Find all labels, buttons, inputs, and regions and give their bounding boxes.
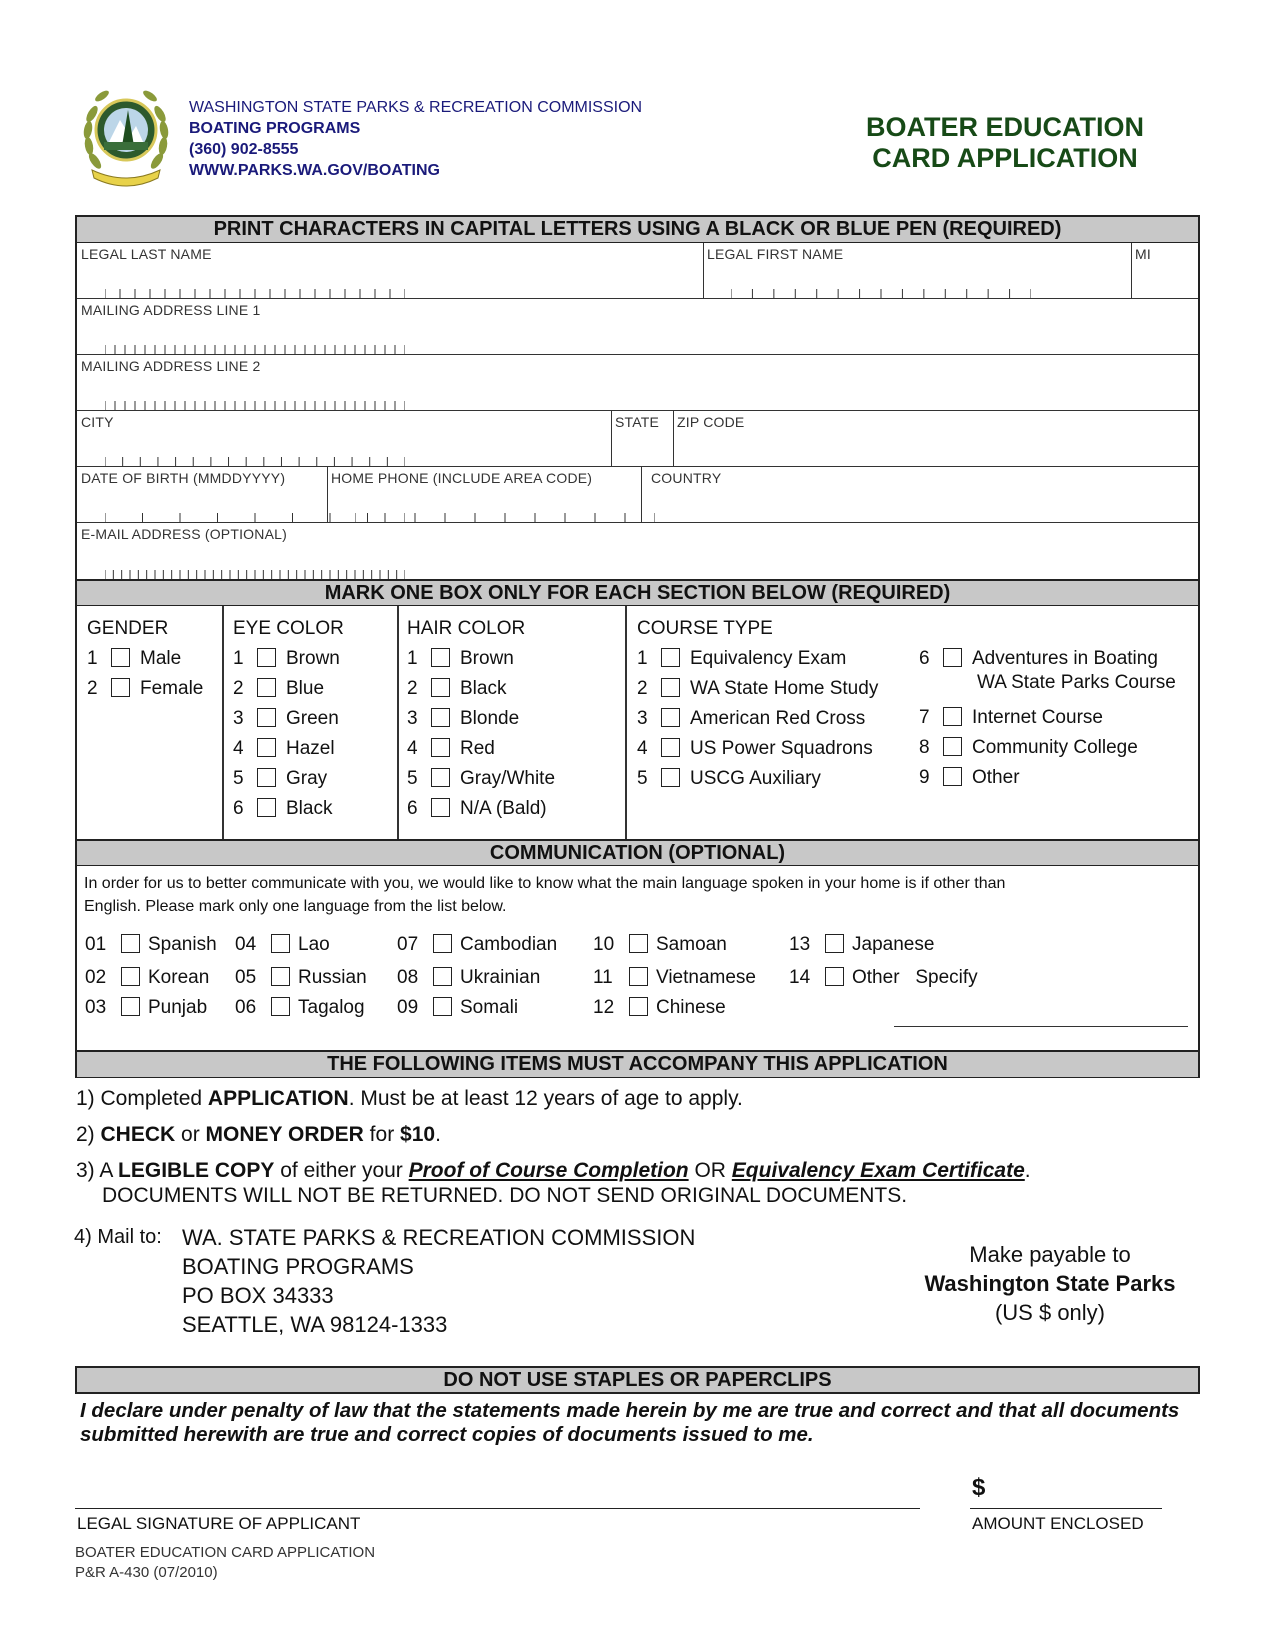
language-option-03[interactable] — [85, 997, 207, 1019]
checkbox[interactable] — [661, 768, 680, 787]
option-number: 3 — [233, 708, 244, 729]
payable-line2: Washington State Parks — [924, 1271, 1176, 1296]
mail-address-lines — [182, 1223, 695, 1339]
option-number: 12 — [593, 997, 615, 1018]
form-title — [850, 112, 1160, 174]
option-label: Russian — [298, 967, 367, 988]
item-text: . Must be at least 12 years of age to apply. — [348, 1087, 743, 1110]
payable-line3: (US $ only) — [994, 1300, 1106, 1325]
communication-bar: COMMUNICATION (OPTIONAL) — [77, 839, 1198, 866]
divider — [397, 606, 399, 839]
option-number: 07 — [397, 934, 419, 955]
option-label: Korean — [148, 967, 210, 988]
address2-label: MAILING ADDRESS LINE 2 — [81, 358, 261, 374]
option-label: Brown — [286, 648, 340, 669]
divider — [625, 606, 627, 839]
email-label: E-MAIL ADDRESS (OPTIONAL) — [81, 526, 287, 542]
eye-color-option-4[interactable] — [233, 738, 335, 760]
tick-marks — [105, 345, 405, 354]
item-bold: MONEY ORDER — [205, 1123, 364, 1146]
country-label: COUNTRY — [651, 470, 722, 486]
language-option-06[interactable] — [235, 997, 365, 1019]
checkbox[interactable] — [257, 798, 276, 817]
option-label: Tagalog — [298, 997, 365, 1018]
first-name-label: LEGAL FIRST NAME — [707, 246, 844, 262]
option-number: 11 — [593, 967, 613, 988]
item-text: OR — [688, 1159, 732, 1182]
language-option-02[interactable] — [85, 967, 209, 989]
checkbox[interactable] — [257, 768, 276, 787]
option-number: 13 — [789, 934, 811, 955]
option-label: Male — [140, 648, 182, 669]
tick-marks — [105, 289, 405, 298]
city-row — [77, 411, 1198, 467]
agency-name: WASHINGTON STATE PARKS & RECREATION COMMISSION — [189, 99, 643, 116]
option-number: 2 — [637, 678, 648, 699]
hair-color-option-6[interactable] — [407, 798, 547, 820]
option-label: Lao — [298, 934, 330, 955]
program-name: BOATING PROGRAMS — [189, 120, 361, 137]
course-option-3[interactable] — [637, 708, 865, 730]
checkbox[interactable] — [943, 648, 962, 667]
gender-option-1[interactable] — [87, 648, 181, 670]
checkbox[interactable] — [943, 707, 962, 726]
checkbox[interactable] — [661, 738, 680, 757]
option-label: Vietnamese — [656, 967, 756, 988]
option-number: 02 — [85, 967, 107, 988]
dollar-sign: $ — [972, 1474, 986, 1501]
course-type-title: COURSE TYPE — [637, 618, 773, 639]
checkbox[interactable] — [629, 997, 648, 1016]
option-label: Black — [460, 678, 507, 699]
language-option-01[interactable] — [85, 934, 217, 956]
print-instruction-bar: PRINT CHARACTERS IN CAPITAL LETTERS USING A BLACK OR BLUE PEN (REQUIRED) — [77, 217, 1198, 243]
zip-label: ZIP CODE — [677, 414, 745, 430]
option-number: 3 — [637, 708, 648, 729]
option-label: USCG Auxiliary — [690, 768, 821, 789]
amount-label: AMOUNT ENCLOSED — [972, 1514, 1144, 1533]
option-label: Internet Course — [972, 707, 1103, 728]
state-label: STATE — [615, 414, 660, 430]
option-number: 6 — [919, 648, 930, 669]
language-option-09[interactable] — [397, 997, 518, 1019]
option-number: 1 — [637, 648, 648, 669]
language-option-10[interactable] — [593, 934, 727, 956]
language-option-04[interactable] — [235, 934, 330, 956]
mailing-address — [74, 1223, 695, 1339]
hair-color-option-5[interactable] — [407, 768, 555, 790]
language-option-07[interactable] — [397, 934, 557, 956]
item-bold: $10 — [400, 1123, 436, 1146]
checkbox[interactable] — [271, 934, 290, 953]
option-label: Hazel — [286, 738, 335, 759]
option-number: 5 — [637, 768, 648, 789]
eye-color-title: EYE COLOR — [233, 618, 344, 639]
checkbox[interactable] — [431, 648, 450, 667]
option-label: Gray — [286, 768, 328, 789]
name-row — [77, 243, 1198, 299]
checkbox[interactable] — [121, 967, 140, 986]
hair-color-option-2[interactable] — [407, 678, 506, 700]
zip-code-field[interactable] — [673, 411, 1198, 466]
language-option-12[interactable] — [593, 997, 726, 1019]
option-number: 1 — [407, 648, 418, 669]
option-number: 2 — [233, 678, 244, 699]
option-number: 8 — [919, 737, 930, 758]
specify-line[interactable] — [894, 1026, 1188, 1027]
checkbox[interactable] — [431, 678, 450, 697]
email-field[interactable] — [77, 523, 1198, 579]
option-label: Blonde — [460, 708, 520, 729]
state-field[interactable] — [611, 411, 673, 466]
declaration-text: I declare under penalty of law that the statements made herein by me are true and correct and that all documents submitted herewith are true and correct copies of documents issued to me. — [80, 1399, 1180, 1446]
required-item-2 — [76, 1122, 441, 1147]
mail-line-4: SEATTLE, WA 98124-1333 — [182, 1312, 448, 1337]
form-title-line1: BOATER EDUCATION — [866, 112, 1144, 142]
proof-of-course-text: Proof of Course Completion — [408, 1159, 689, 1182]
checkbox[interactable] — [257, 738, 276, 757]
checkbox[interactable] — [661, 678, 680, 697]
option-label: Ukrainian — [460, 967, 541, 988]
selection-section — [77, 606, 1198, 839]
checkbox[interactable] — [825, 934, 844, 953]
equivalency-certificate-text: Equivalency Exam Certificate — [731, 1159, 1025, 1182]
item-text: for — [363, 1123, 401, 1146]
mark-one-box-bar: MARK ONE BOX ONLY FOR EACH SECTION BELOW (REQUIRED) — [77, 579, 1198, 606]
checkbox[interactable] — [257, 678, 276, 697]
city-label: CITY — [81, 414, 114, 430]
eye-color-option-3[interactable] — [233, 708, 339, 730]
option-label: Equivalency Exam — [690, 648, 847, 669]
checkbox[interactable] — [431, 738, 450, 757]
course-option-5[interactable] — [637, 768, 821, 790]
option-label: Chinese — [656, 997, 726, 1018]
eye-color-option-1[interactable] — [233, 648, 340, 670]
option-label: Blue — [286, 678, 325, 699]
divider — [222, 606, 224, 839]
course-option-6-line2: WA State Parks Course — [977, 672, 1176, 693]
option-number: 09 — [397, 997, 419, 1018]
checkbox[interactable] — [111, 648, 130, 667]
form-name: BOATER EDUCATION CARD APPLICATION — [75, 1544, 376, 1561]
gender-title: GENDER — [87, 618, 169, 639]
hair-color-option-1[interactable] — [407, 648, 514, 670]
checkbox[interactable] — [433, 997, 452, 1016]
state-parks-seal-logo — [78, 74, 174, 196]
signature-line[interactable] — [75, 1508, 920, 1509]
form-title-line2: CARD APPLICATION — [872, 143, 1138, 173]
option-label: N/A (Bald) — [460, 798, 547, 819]
checkbox[interactable] — [431, 708, 450, 727]
home-phone-label: HOME PHONE (INCLUDE AREA CODE) — [331, 470, 593, 486]
application-form — [75, 215, 1200, 1078]
address1-row — [77, 299, 1198, 355]
dob-phone-row — [77, 467, 1198, 523]
required-item-3 — [76, 1158, 1031, 1208]
option-number: 1 — [233, 648, 244, 669]
checkbox[interactable] — [111, 678, 130, 697]
mail-line-2: BOATING PROGRAMS — [182, 1254, 414, 1279]
option-label: Female — [140, 678, 204, 699]
hair-color-title: HAIR COLOR — [407, 618, 526, 639]
option-label: Spanish — [148, 934, 217, 955]
option-label: Gray/White — [460, 768, 556, 789]
option-number: 2 — [87, 678, 98, 699]
item-bold: APPLICATION — [207, 1087, 349, 1110]
course-option-6[interactable] — [919, 648, 1158, 670]
address-line2-field[interactable] — [77, 355, 1198, 410]
option-number: 03 — [85, 997, 107, 1018]
checkbox[interactable] — [121, 997, 140, 1016]
option-number: 4 — [233, 738, 244, 759]
eye-color-option-5[interactable] — [233, 768, 327, 790]
course-option-7[interactable] — [919, 707, 1103, 729]
option-label: Other — [972, 767, 1020, 788]
option-label: Somali — [460, 997, 519, 1018]
amount-line[interactable] — [970, 1508, 1162, 1509]
form-footer — [75, 1543, 375, 1583]
agency-website: WWW.PARKS.WA.GOV/BOATING — [189, 162, 440, 179]
item-text: . — [1024, 1159, 1031, 1182]
middle-initial-field[interactable] — [1131, 243, 1198, 298]
option-label: Samoan — [656, 934, 727, 955]
option-label: Black — [286, 798, 333, 819]
option-number: 5 — [407, 768, 418, 789]
option-label: Punjab — [148, 997, 208, 1018]
agency-phone: (360) 902-8555 — [189, 141, 299, 158]
option-label: American Red Cross — [690, 708, 866, 729]
address-line1-field[interactable] — [77, 299, 1198, 354]
option-number: 5 — [233, 768, 244, 789]
email-row — [77, 523, 1198, 579]
checkbox[interactable] — [431, 798, 450, 817]
language-option-11[interactable] — [593, 967, 756, 989]
course-option-1[interactable] — [637, 648, 846, 670]
item-text: . — [435, 1123, 441, 1146]
checkbox[interactable] — [433, 934, 452, 953]
country-field[interactable] — [641, 467, 1198, 522]
agency-block — [189, 97, 642, 181]
item-bold: LEGIBLE COPY — [118, 1159, 275, 1182]
dob-label: DATE OF BIRTH (MMDDYYYY) — [81, 470, 286, 486]
option-label: Other Specify — [852, 967, 978, 988]
eye-color-option-2[interactable] — [233, 678, 324, 700]
payable-info — [900, 1240, 1200, 1327]
option-label: Brown — [460, 648, 514, 669]
language-option-05[interactable] — [235, 967, 367, 989]
item-text: 2) — [76, 1123, 101, 1146]
gender-option-2[interactable] — [87, 678, 203, 700]
hair-color-option-4[interactable] — [407, 738, 495, 760]
tick-marks — [731, 289, 1031, 298]
option-number: 7 — [919, 707, 930, 728]
checkbox[interactable] — [629, 934, 648, 953]
first-name-field[interactable] — [703, 243, 1131, 298]
option-number: 06 — [235, 997, 257, 1018]
tick-marks — [355, 513, 655, 522]
date-of-birth-field[interactable] — [77, 467, 327, 522]
language-option-13[interactable] — [789, 934, 934, 956]
checkbox[interactable] — [825, 967, 844, 986]
checkbox[interactable] — [433, 967, 452, 986]
checkbox[interactable] — [943, 767, 962, 786]
item-text: of either your — [274, 1159, 409, 1182]
option-label: Japanese — [852, 934, 935, 955]
hair-color-option-3[interactable] — [407, 708, 519, 730]
mi-label: MI — [1135, 246, 1151, 262]
documents-not-returned: DOCUMENTS WILL NOT BE RETURNED. DO NOT SEND ORIGINAL DOCUMENTS. — [102, 1184, 908, 1207]
item-text: or — [175, 1123, 206, 1146]
option-label: US Power Squadrons — [690, 738, 873, 759]
checkbox[interactable] — [661, 708, 680, 727]
option-number: 9 — [919, 767, 930, 788]
eye-color-option-6[interactable] — [233, 798, 332, 820]
language-option-14[interactable] — [789, 967, 978, 989]
checkbox[interactable] — [661, 648, 680, 667]
language-option-08[interactable] — [397, 967, 540, 989]
course-option-9[interactable] — [919, 767, 1020, 789]
checkbox[interactable] — [257, 708, 276, 727]
address2-row — [77, 355, 1198, 411]
item-text: 3) A — [76, 1159, 119, 1182]
option-label: Red — [460, 738, 495, 759]
option-label: Cambodian — [460, 934, 558, 955]
option-number: 1 — [87, 648, 98, 669]
option-number: 6 — [407, 798, 418, 819]
checkbox[interactable] — [431, 768, 450, 787]
city-field[interactable] — [77, 411, 611, 466]
intro-line2: English. Please mark only one language from the list below. — [84, 898, 507, 915]
option-number: 4 — [637, 738, 648, 759]
mail-to-label: 4) Mail to: — [74, 1226, 162, 1248]
option-number: 10 — [593, 934, 615, 955]
tick-marks — [105, 401, 405, 410]
checkbox[interactable] — [943, 737, 962, 756]
course-option-8[interactable] — [919, 737, 1138, 759]
option-number: 05 — [235, 967, 257, 988]
option-label: Adventures in Boating — [972, 648, 1158, 669]
form-number: P&R A-430 (07/2010) — [75, 1564, 218, 1581]
mail-line-1: WA. STATE PARKS & RECREATION COMMISSION — [182, 1225, 696, 1250]
course-option-4[interactable] — [637, 738, 873, 760]
payable-line1: Make payable to — [969, 1242, 1131, 1267]
item-bold: CHECK — [100, 1123, 176, 1146]
option-number: 4 — [407, 738, 418, 759]
signature-label: LEGAL SIGNATURE OF APPLICANT — [77, 1514, 361, 1533]
option-number: 08 — [397, 967, 419, 988]
option-label: Community College — [972, 737, 1138, 758]
option-number: 14 — [789, 967, 811, 988]
option-label: WA State Home Study — [690, 678, 879, 699]
option-number: 2 — [407, 678, 418, 699]
checkbox[interactable] — [271, 997, 290, 1016]
tick-marks — [105, 457, 405, 466]
option-number: 01 — [85, 934, 107, 955]
checkbox[interactable] — [121, 934, 140, 953]
intro-line1: In order for us to better communicate with you, we would like to know what the main language spoken in your home is if other than — [84, 875, 1006, 892]
course-option-2[interactable] — [637, 678, 878, 700]
checkbox[interactable] — [629, 967, 648, 986]
required-item-1 — [76, 1086, 743, 1111]
option-number: 6 — [233, 798, 244, 819]
address1-label: MAILING ADDRESS LINE 1 — [81, 302, 261, 318]
home-phone-field[interactable] — [327, 467, 641, 522]
no-staples-bar: DO NOT USE STAPLES OR PAPERCLIPS — [75, 1366, 1200, 1394]
tick-marks — [105, 570, 405, 579]
option-number: 3 — [407, 708, 418, 729]
last-name-field[interactable] — [77, 243, 703, 298]
mail-line-3: PO BOX 34333 — [182, 1283, 334, 1308]
option-number: 04 — [235, 934, 257, 955]
item-text: 1) Completed — [76, 1087, 208, 1110]
checkbox[interactable] — [271, 967, 290, 986]
checkbox[interactable] — [257, 648, 276, 667]
communication-intro — [84, 872, 1194, 918]
option-label: Green — [286, 708, 339, 729]
accompany-bar: THE FOLLOWING ITEMS MUST ACCOMPANY THIS APPLICATION — [77, 1050, 1198, 1077]
last-name-label: LEGAL LAST NAME — [81, 246, 212, 262]
